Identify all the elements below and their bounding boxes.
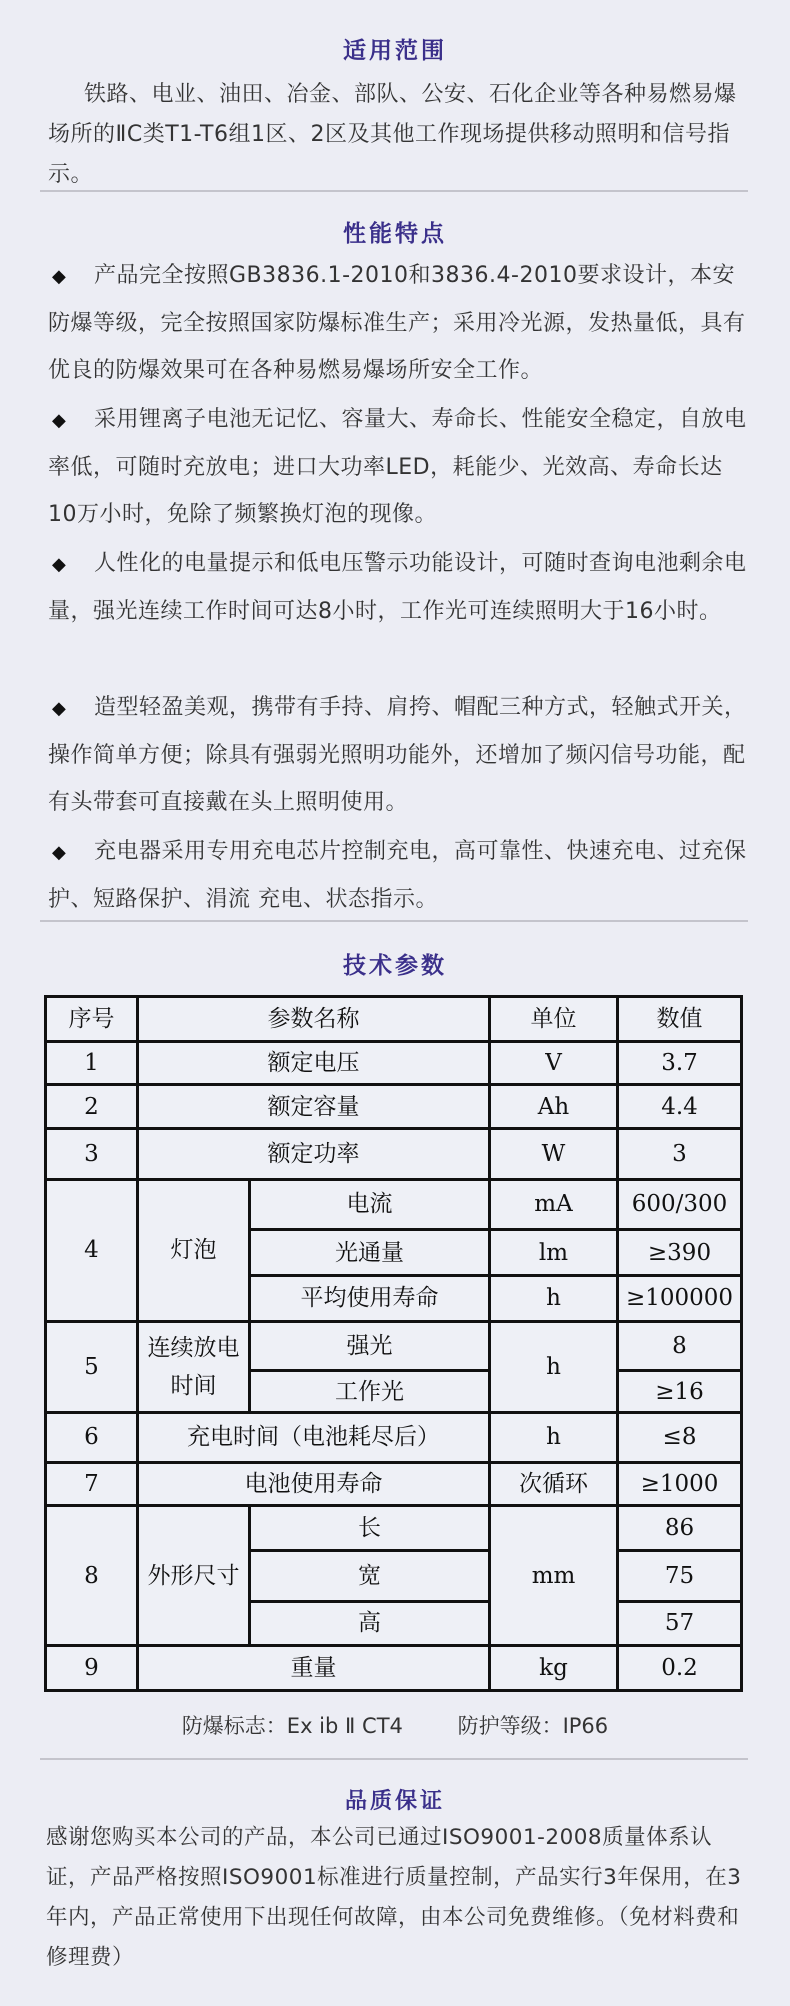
row-number: 7 xyxy=(46,1462,138,1506)
feature-item xyxy=(48,684,748,826)
param-value: 0.2 xyxy=(618,1646,742,1691)
feature-item xyxy=(48,828,748,923)
param-unit: V xyxy=(490,1041,618,1085)
param-name: 充电时间（电池耗尽后） xyxy=(138,1412,490,1462)
header-cell: 参数名称 xyxy=(138,997,490,1042)
param-group xyxy=(138,1321,250,1412)
param-name: 电池使用寿命 xyxy=(138,1462,490,1506)
row-number: 3 xyxy=(46,1128,138,1179)
table-row xyxy=(46,1085,742,1129)
param-value: 3.7 xyxy=(618,1041,742,1085)
row-number: 6 xyxy=(46,1412,138,1462)
divider xyxy=(40,1758,748,1760)
param-unit: Ah xyxy=(490,1085,618,1129)
param-name: 宽 xyxy=(250,1550,490,1601)
param-value: 86 xyxy=(618,1506,742,1551)
table-row xyxy=(46,1321,742,1371)
explosion-proof-mark: 防爆标志：Ex ib Ⅱ CT4 xyxy=(181,1714,403,1738)
row-number: 9 xyxy=(46,1646,138,1691)
diamond-bullet-icon: ◆ xyxy=(52,554,67,575)
table-header-row xyxy=(46,997,742,1042)
specs-title: 技术参数 xyxy=(343,953,447,979)
feature-item xyxy=(48,540,748,635)
quality-title: 品质保证 xyxy=(344,1789,445,1814)
quality-text: 感谢您购买本公司的产品，本公司已通过ISO9001-2008质量体系认证，产品严格按照ISO9001标准进行质量控制，产品实行3年保用，在3年内，产品正常使用下出现任何故障，由本公司免费维修。（免材料费和修理费） xyxy=(46,1825,742,1970)
param-value: ≥1000 xyxy=(618,1462,742,1506)
feature-text: 造型轻盈美观，携带有手持、肩挎、帽配三种方式，轻触式开关，操作简单方便；除具有强弱光照明功能外，还增加了频闪信号功能，配有头带套可直接戴在头上照明使用。 xyxy=(48,695,747,815)
param-name: 电流 xyxy=(250,1179,490,1230)
header-cell: 单位 xyxy=(490,997,618,1042)
param-value: 600/300 xyxy=(618,1179,742,1230)
param-unit: h xyxy=(490,1275,618,1321)
param-value: ≥100000 xyxy=(618,1275,742,1321)
header-cell: 序号 xyxy=(46,997,138,1042)
feature-text: 采用锂离子电池无记忆、容量大、寿命长、性能安全稳定，自放电率低，可随时充放电；进口大功率LED，耗能少、光效高、寿命长达10万小时，免除了频繁换灯泡的现像。 xyxy=(48,407,747,527)
feature-item xyxy=(48,396,748,538)
certification-marks xyxy=(0,1710,790,1740)
param-group-line: 连续放电 xyxy=(147,1334,240,1361)
table-row xyxy=(46,1646,742,1691)
row-number: 2 xyxy=(46,1085,138,1129)
scope-title: 适用范围 xyxy=(343,38,447,64)
param-value: 8 xyxy=(618,1321,742,1371)
param-unit: h xyxy=(490,1412,618,1462)
param-unit: kg xyxy=(490,1646,618,1691)
features-title: 性能特点 xyxy=(343,221,447,247)
param-name: 额定电压 xyxy=(138,1041,490,1085)
feature-item xyxy=(48,252,748,394)
diamond-bullet-icon: ◆ xyxy=(52,698,67,719)
param-name: 长 xyxy=(250,1506,490,1551)
param-unit: W xyxy=(490,1128,618,1179)
param-name: 工作光 xyxy=(250,1371,490,1413)
row-number: 1 xyxy=(46,1041,138,1085)
row-number: 5 xyxy=(46,1321,138,1412)
param-group: 外形尺寸 xyxy=(138,1506,250,1646)
param-value: 57 xyxy=(618,1601,742,1646)
divider xyxy=(40,190,748,192)
protection-grade: 防护等级：IP66 xyxy=(457,1714,609,1738)
diamond-bullet-icon: ◆ xyxy=(52,266,67,287)
param-group: 灯泡 xyxy=(138,1179,250,1321)
param-value: 3 xyxy=(618,1128,742,1179)
param-name: 平均使用寿命 xyxy=(250,1275,490,1321)
param-name: 光通量 xyxy=(250,1230,490,1276)
divider xyxy=(40,920,748,922)
row-number: 4 xyxy=(46,1179,138,1321)
param-value: ≤8 xyxy=(618,1412,742,1462)
table-row xyxy=(46,1412,742,1462)
row-number: 8 xyxy=(46,1506,138,1646)
header-cell: 数值 xyxy=(618,997,742,1042)
param-name: 重量 xyxy=(138,1646,490,1691)
param-unit: h xyxy=(490,1321,618,1412)
param-unit: lm xyxy=(490,1230,618,1276)
param-name: 强光 xyxy=(250,1321,490,1371)
table-row xyxy=(46,1179,742,1230)
diamond-bullet-icon: ◆ xyxy=(52,842,67,863)
param-value: 75 xyxy=(618,1550,742,1601)
table-row xyxy=(46,1128,742,1179)
diamond-bullet-icon: ◆ xyxy=(52,410,67,431)
table-row xyxy=(46,1506,742,1551)
param-unit: mm xyxy=(490,1506,618,1646)
param-group-line: 时间 xyxy=(170,1372,217,1399)
feature-text: 产品完全按照GB3836.1-2010和3836.4-2010要求设计，本安防爆等级，完全按照国家防爆标准生产；采用冷光源，发热量低，具有优良的防爆效果可在各种易燃易爆场所安全工作。 xyxy=(48,263,746,383)
feature-text: 充电器采用专用充电芯片控制充电，高可靠性、快速充电、过充保护、短路保护、涓流 充电、状态指示。 xyxy=(48,839,747,912)
feature-text: 人性化的电量提示和低电压警示功能设计，可随时查询电池剩余电量，强光连续工作时间可达8小时，工作光可连续照明大于16小时。 xyxy=(48,551,747,624)
param-name: 额定容量 xyxy=(138,1085,490,1129)
param-value: 4.4 xyxy=(618,1085,742,1129)
table-row xyxy=(46,1041,742,1085)
param-value: ≥390 xyxy=(618,1230,742,1276)
table-row xyxy=(46,1462,742,1506)
param-unit: mA xyxy=(490,1179,618,1230)
param-value: ≥16 xyxy=(618,1371,742,1413)
param-name: 额定功率 xyxy=(138,1128,490,1179)
scope-text: 铁路、电业、油田、冶金、部队、公安、石化企业等各种易燃易爆场所的ⅡC类T1-T6组1区、2区及其他工作现场提供移动照明和信号指示。 xyxy=(48,82,737,187)
param-unit: 次循环 xyxy=(490,1462,618,1506)
param-name: 高 xyxy=(250,1601,490,1646)
spec-table xyxy=(44,995,743,1692)
